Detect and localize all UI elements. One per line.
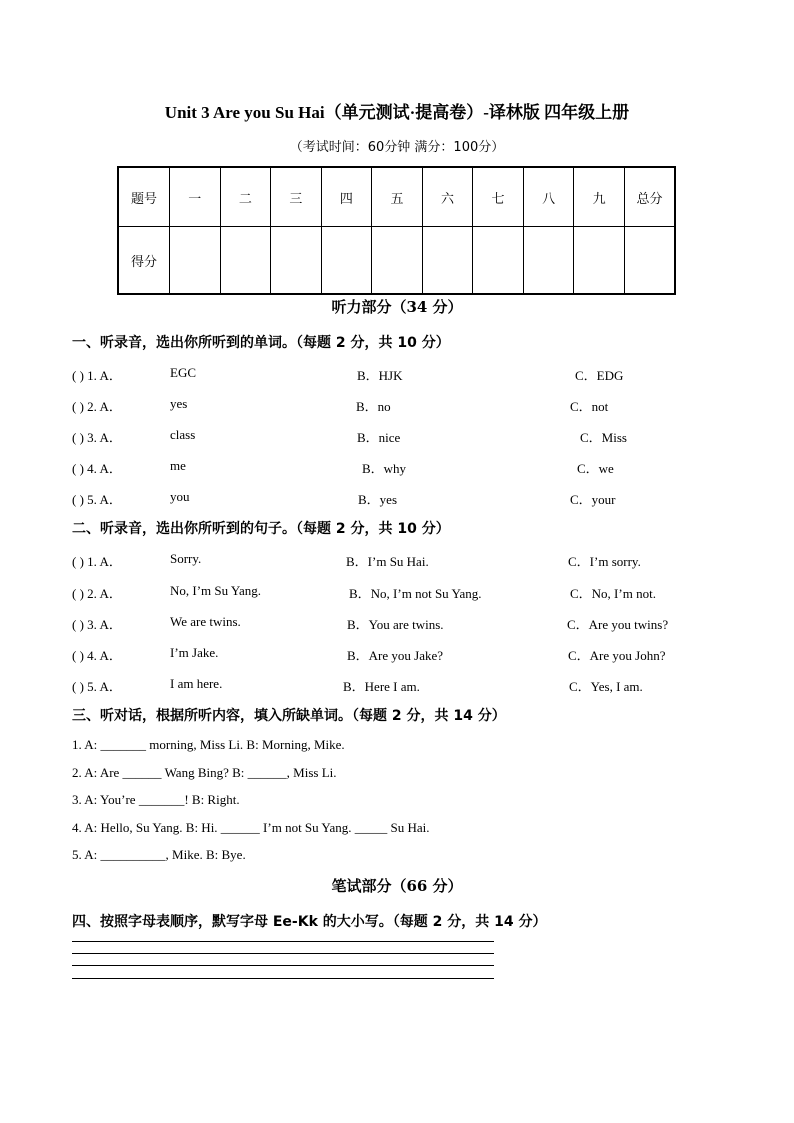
- question-number: ( ) 3. A．: [72, 430, 122, 445]
- score-cell: 二: [220, 167, 271, 227]
- score-cell: 题号: [118, 167, 170, 227]
- score-table-score-row: [118, 227, 675, 295]
- option-a: Sorry.: [170, 551, 202, 566]
- writing-line: [72, 941, 494, 942]
- option-b: B．HJK: [357, 368, 403, 383]
- score-entry[interactable]: [321, 227, 372, 295]
- score-cell: 六: [422, 167, 473, 227]
- page-title: Unit 3 Are you Su Hai（单元测试·提高卷）-译林版 四年级上册: [164, 103, 630, 122]
- score-cell: 三: [271, 167, 322, 227]
- score-cell: 五: [372, 167, 423, 227]
- written-section-title: 笔试部分（66 分）: [331, 877, 463, 895]
- option-c: C．I’m sorry.: [568, 554, 641, 569]
- question-number: ( ) 3. A．: [72, 617, 122, 632]
- score-cell: 一: [170, 167, 221, 227]
- score-entry[interactable]: [422, 227, 473, 295]
- option-c: C．your: [570, 492, 616, 507]
- question-number: ( ) 2. A．: [72, 399, 122, 414]
- writing-line: [72, 953, 494, 954]
- option-a: yes: [170, 396, 188, 411]
- question-number: ( ) 5. A．: [72, 492, 122, 507]
- score-cell: 八: [523, 167, 574, 227]
- option-b: B．No, I’m not Su Yang.: [349, 586, 482, 601]
- section3-heading: 三、听对话，根据所听内容，填入所缺单词。（每题 2 分，共 14 分）: [72, 708, 506, 724]
- option-b: B．I’m Su Hai.: [346, 554, 429, 569]
- option-a: me: [170, 458, 186, 473]
- score-entry[interactable]: [170, 227, 221, 295]
- option-a: I am here.: [170, 676, 223, 691]
- section2-heading: 二、听录音，选出你所听到的句子。（每题 2 分，共 10 分）: [72, 521, 450, 537]
- option-b: B．no: [356, 399, 391, 414]
- option-b: B．nice: [357, 430, 401, 445]
- option-c: C．not: [570, 399, 609, 414]
- option-c: C．Miss: [580, 430, 627, 445]
- score-entry[interactable]: [372, 227, 423, 295]
- option-c: C．Yes, I am.: [569, 679, 643, 694]
- option-a: No, I’m Su Yang.: [170, 583, 262, 598]
- section1-heading: 一、听录音，选出你所听到的单词。（每题 2 分，共 10 分）: [72, 335, 450, 351]
- score-table-header-row: [118, 167, 675, 227]
- dialogue-line: 5. A: __________, Mike. B: Bye.: [72, 847, 246, 862]
- option-b: B．Are you Jake?: [347, 648, 444, 663]
- dialogue-line: 2. A: Are ______ Wang Bing? B: ______, Miss Li.: [72, 765, 337, 780]
- score-cell: 总分: [624, 167, 675, 227]
- option-a: EGC: [170, 365, 196, 380]
- option-b: B．You are twins.: [347, 617, 444, 632]
- score-entry[interactable]: [271, 227, 322, 295]
- question-number: ( ) 4. A．: [72, 461, 122, 476]
- option-b: B．why: [362, 461, 407, 476]
- question-number: ( ) 1. A．: [72, 554, 122, 569]
- option-c: C．EDG: [575, 368, 624, 383]
- option-c: C．Are you John?: [568, 648, 666, 663]
- dialogue-line: 4. A: Hello, Su Yang. B: Hi. ______ I’m not Su Yang. _____ Su Hai.: [72, 820, 430, 835]
- question-number: ( ) 5. A．: [72, 679, 122, 694]
- score-cell: 四: [321, 167, 372, 227]
- score-entry[interactable]: [624, 227, 675, 295]
- option-c: C．we: [577, 461, 614, 476]
- score-entry[interactable]: [574, 227, 625, 295]
- option-c: C．No, I’m not.: [570, 586, 656, 601]
- option-a: We are twins.: [170, 614, 241, 629]
- question-number: ( ) 1. A．: [72, 368, 122, 383]
- section4-heading: 四、按照字母表顺序，默写字母 Ee-Kk 的大小写。（每题 2 分，共 14 分）: [72, 914, 547, 930]
- option-b: B．yes: [358, 492, 398, 507]
- score-cell: 九: [574, 167, 625, 227]
- writing-line: [72, 978, 494, 979]
- option-a: I’m Jake.: [170, 645, 219, 660]
- score-row-label: 得分: [118, 227, 170, 295]
- score-entry[interactable]: [220, 227, 271, 295]
- option-a: you: [170, 489, 190, 504]
- score-entry[interactable]: [473, 227, 524, 295]
- score-cell: 七: [473, 167, 524, 227]
- dialogue-line: 3. A: You’re _______! B: Right.: [72, 792, 240, 807]
- writing-line: [72, 965, 494, 966]
- score-table: [117, 166, 676, 295]
- option-c: C．Are you twins?: [567, 617, 669, 632]
- dialogue-line: 1. A: _______ morning, Miss Li. B: Morning, Mike.: [72, 737, 345, 752]
- question-number: ( ) 2. A．: [72, 586, 122, 601]
- exam-info: （考试时间：60分钟 满分：100分）: [289, 140, 505, 155]
- score-entry[interactable]: [523, 227, 574, 295]
- question-number: ( ) 4. A．: [72, 648, 122, 663]
- listening-section-title: 听力部分（34 分）: [331, 298, 463, 316]
- option-b: B．Here I am.: [343, 679, 420, 694]
- option-a: class: [170, 427, 196, 442]
